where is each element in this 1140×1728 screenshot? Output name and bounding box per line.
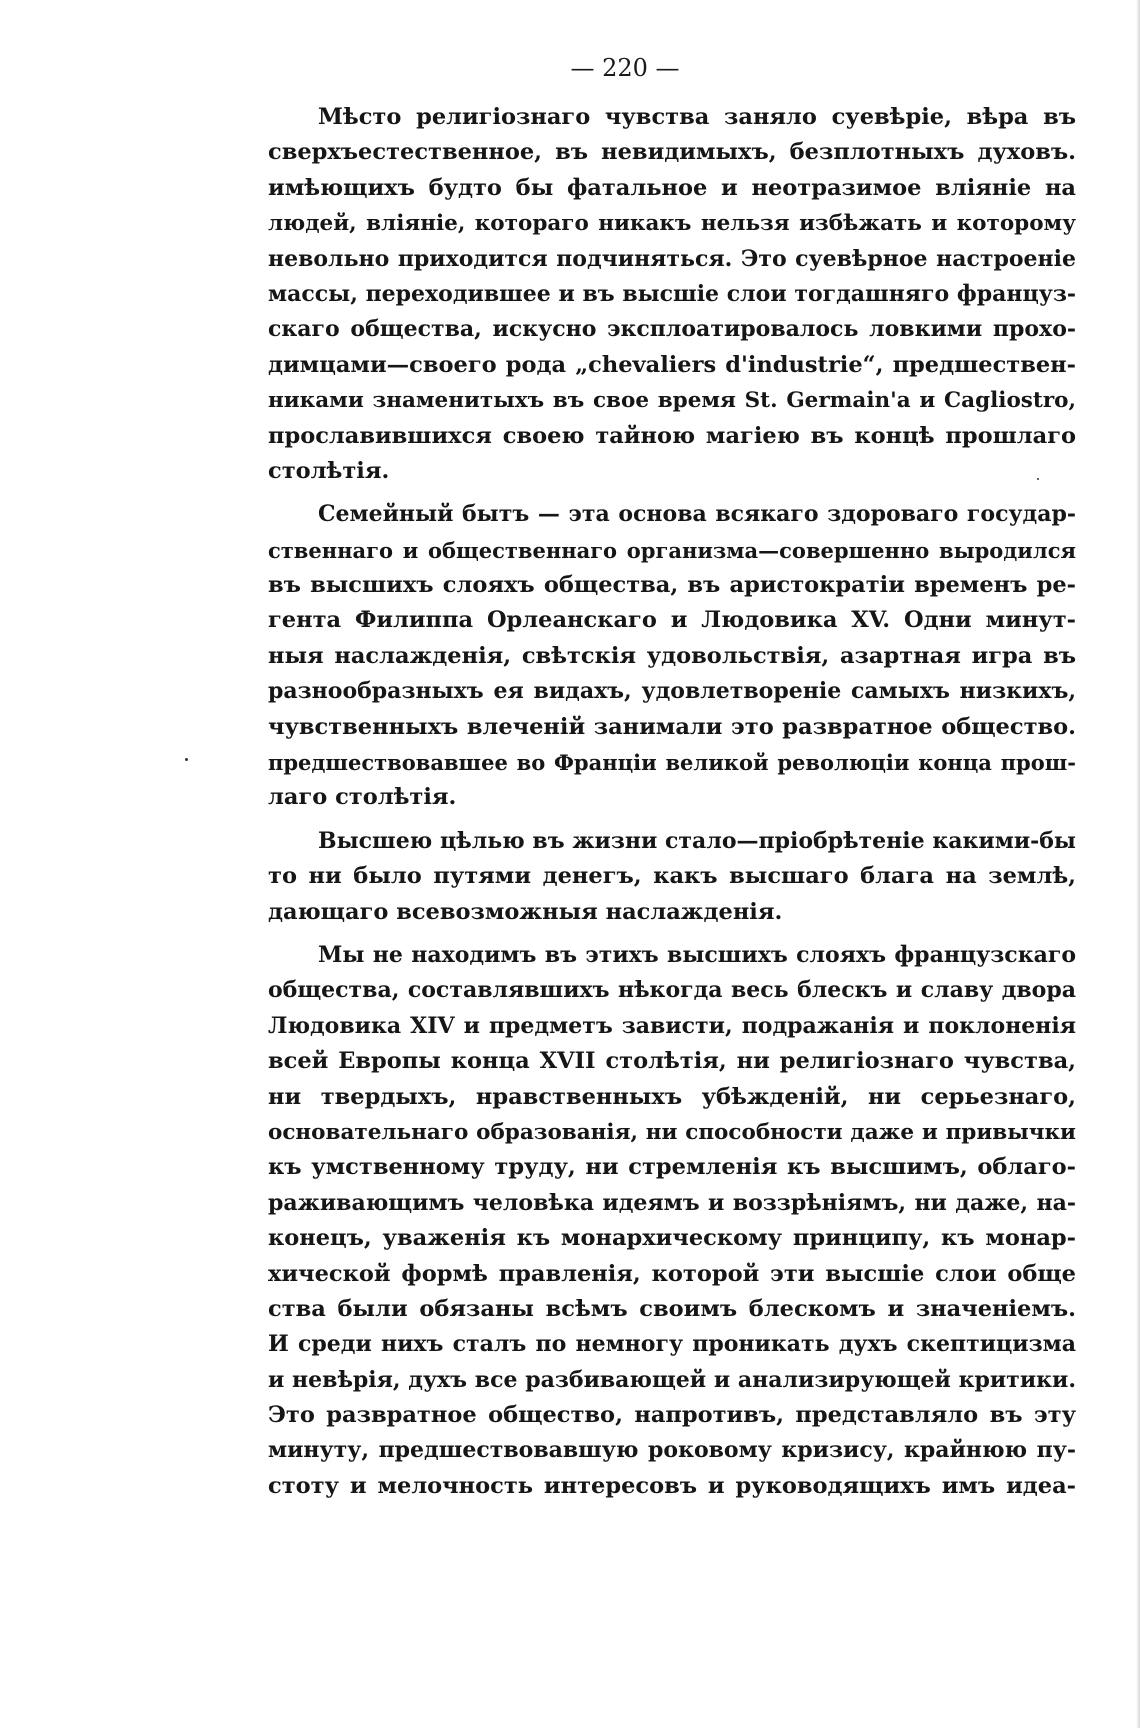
text-line: Это развратное общество, напротивъ, представляло въ эту	[268, 1402, 1076, 1429]
paragraph-1	[268, 100, 1076, 489]
text-line: скаго общества, искусно эксплоатировалось ловкими прохо-	[268, 316, 1076, 343]
scan-speck	[185, 758, 188, 761]
text-line: къ умственному труду, ни стремленія къ высшимъ, облаго-	[268, 1154, 1076, 1181]
text-line: дающаго всевозможныя наслажденія.	[268, 898, 783, 925]
paragraph-4	[268, 938, 1076, 1504]
text-line: ныя наслажденія, свѣтскія удовольствія, азартная игра въ	[268, 642, 1076, 669]
text-line: хической формѣ правленія, которой эти высшіе слои обще	[268, 1260, 1076, 1287]
text-line: гента Филиппа Орлеанскаго и Людовика XV. Одни минут-	[268, 607, 1076, 634]
text-line: всей Европы конца XVII столѣтія, ни религіознаго чувства,	[268, 1048, 1076, 1075]
text-line: ственнаго и общественнаго организма—совершенно выродился	[268, 537, 1076, 563]
text-line: сверхъестественное, въ невидимыхъ, безплотныхъ духовъ.	[268, 139, 1076, 166]
text-line: ни твердыхъ, нравственныхъ убѣжденій, ни серьезнаго,	[268, 1083, 1076, 1110]
text-line: Семейный бытъ — эта основа всякаго здороваго государ-	[318, 501, 1076, 528]
text-line: и невѣрія, духъ все разбивающей и анализирующей критики.	[268, 1366, 1076, 1393]
text-line: никами знаменитыхъ въ свое время St. Germain'а и Cagliostro,	[268, 388, 1076, 414]
text-line: Людовика XIV и предметъ зависти, подражанія и поклоненія	[268, 1012, 1076, 1039]
text-line: Мѣсто религіознаго чувства заняло суевѣріе, вѣра въ	[318, 104, 1076, 130]
text-line: предшествовавшее во Франціи великой революціи конца прош-	[268, 750, 1076, 776]
text-line: раживающимъ человѣка идеямъ и воззрѣніямъ, ни даже, на-	[268, 1189, 1076, 1216]
text-line: лаго столѣтія.	[268, 784, 457, 811]
text-line: прославившихся своею тайною магіею въ концѣ прошлаго	[268, 422, 1076, 449]
text-line: разнообразныхъ ея видахъ, удовлетвореніе самыхъ низкихъ,	[268, 678, 1076, 705]
body-text	[268, 100, 1076, 1504]
text-line: столѣтія.	[268, 457, 390, 484]
text-line: стоту и мелочность интересовъ и руководящихъ имъ идеа-	[268, 1472, 1076, 1499]
text-line: людей, вліяніе, котораго никакъ нельзя избѣжать и которому	[268, 211, 1076, 237]
text-line: невольно приходится подчиняться. Это суевѣрное настроеніе	[268, 245, 1076, 272]
page-edge-shadow	[1136, 0, 1140, 1728]
paragraph-3	[268, 824, 1076, 930]
text-line: общества, составлявшихъ нѣкогда весь блескъ и славу двора	[268, 977, 1076, 1004]
text-line: димцами—своего рода „chevaliers d'industrie“, предшествен-	[268, 351, 1076, 378]
text-line: И среди нихъ сталъ по немногу проникать духъ скептицизма	[268, 1331, 1076, 1358]
text-line: въ высшихъ слояхъ общества, въ аристократіи временъ ре-	[268, 572, 1076, 599]
text-line: чувственныхъ влеченій занимали это развратное общество.	[268, 713, 1076, 740]
scan-speck	[1037, 478, 1039, 480]
page-number: — 220 —	[570, 54, 680, 82]
text-line: то ни было путями денегъ, какъ высшаго блага на землѣ,	[268, 863, 1076, 890]
text-line: основательнаго образованія, ни способности даже и привычки	[268, 1119, 1076, 1145]
text-line: имѣющихъ будто бы фатальное и неотразимое вліяніе на	[268, 174, 1076, 201]
text-line: ства были обязаны всѣмъ своимъ блескомъ и значеніемъ.	[268, 1295, 1076, 1322]
text-line: конецъ, уваженія къ монархическому принципу, къ монар-	[268, 1225, 1076, 1252]
text-line: Мы не находимъ въ этихъ высшихъ слояхъ французскаго	[318, 941, 1076, 968]
text-line: массы, переходившее и въ высшіе слои тогдашняго француз-	[268, 280, 1076, 307]
text-line: минуту, предшествовавшую роковому кризису, крайнюю пу-	[268, 1437, 1076, 1464]
text-line: Высшею цѣлью въ жизни стало—пріобрѣтеніе какими-бы	[318, 827, 1076, 854]
paragraph-2	[268, 497, 1076, 816]
